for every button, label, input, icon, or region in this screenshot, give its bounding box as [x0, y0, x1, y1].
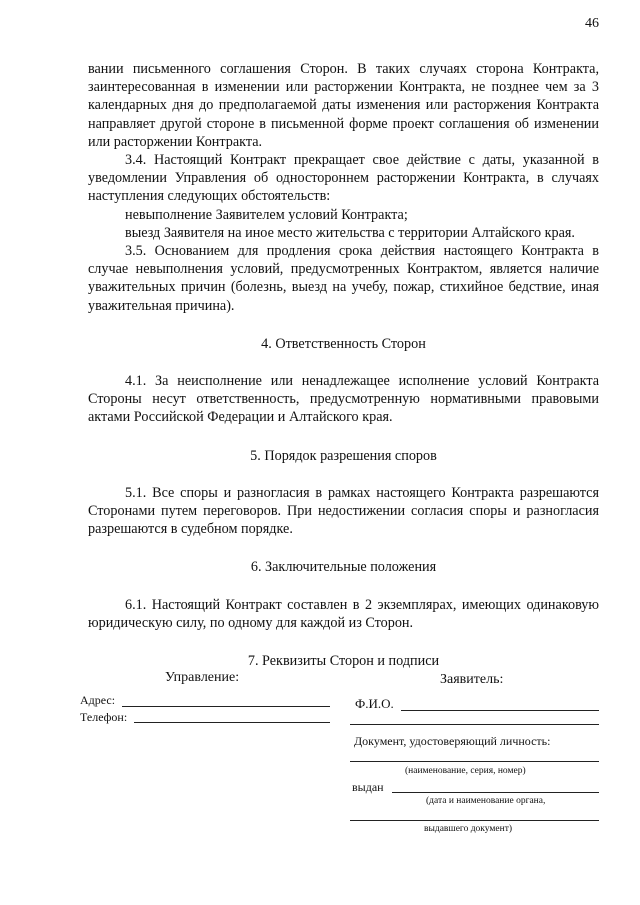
id-document-label: Документ, удостоверяющий личность:: [354, 734, 551, 748]
issued-line: [392, 792, 599, 793]
phone-label: Телефон:: [80, 710, 128, 724]
issued-label: выдан: [352, 780, 384, 794]
heading-section-7: 7. Реквизиты Сторон и подписи: [247, 653, 440, 670]
heading-section-5: 5. Порядок разрешения споров: [250, 447, 437, 464]
heading-section-4: 4. Ответственность Сторон: [261, 335, 426, 352]
management-title: Управление:: [165, 670, 240, 685]
applicant-title: Заявитель:: [440, 672, 504, 687]
paragraph-condition-1: невыполнение Заявителем условий Контракта;: [125, 206, 408, 223]
fio-label: Ф.И.О.: [355, 696, 394, 711]
issued-second-line: [350, 820, 599, 821]
fio-second-line: [350, 724, 599, 725]
heading-section-6: 6. Заключительные положения: [250, 559, 437, 576]
paragraph-4-1: 4.1. За неисполнение или ненадлежащее исполнение условий Контракта Стороны несут ответственность, предусмотренную нормативными правовыми актами Российской Федерации и Алтайского края.: [88, 373, 599, 426]
paragraph-3-5: 3.5. Основанием для продления срока действия настоящего Контракта в случае невыполнения условий, предусмотренных Контрактом, является наличие уважительных причин (болезнь, выезд на учебу, пожар, стихийное бедствие, иная уважительная причина).: [88, 243, 599, 314]
issued-hint-2: выдавшего документ): [424, 824, 513, 834]
id-document-line: [350, 761, 599, 762]
fio-field-line: [401, 710, 599, 711]
paragraph-6-1: 6.1. Настоящий Контракт составлен в 2 экземплярах, имеющих одинаковую юридическую силу, по одному для каждой из Сторон.: [88, 596, 599, 631]
paragraph-condition-2: выезд Заявителя на иное место жительства с территории Алтайского края.: [125, 224, 575, 241]
page-number: 46: [585, 16, 599, 31]
paragraph-termination-procedure: вании письменного соглашения Сторон. В таких случаях сторона Контракта, заинтересованная в изменении или расторжении Контракта, не позднее чем за 3 календарных дня до предполагаемой даты изменения или расторжения Контракта направляет другой стороне в письменной форме проект соглашения об изменении или расторжении Контракта.: [88, 61, 599, 150]
paragraph-5-1: 5.1. Все споры и разногласия в рамках настоящего Контракта разрешаются Сторонами путем переговоров. При недостижении согласия споры и разногласия разрешаются в судебном порядке.: [88, 484, 599, 538]
issued-hint-1: (дата и наименование органа,: [426, 796, 546, 806]
id-document-hint: (наименование, серия, номер): [405, 766, 526, 776]
paragraph-3-4: 3.4. Настоящий Контракт прекращает свое действие с даты, указанной в уведомлении Управления об одностороннем расторжении Контракта, в случаях наступления следующих обстоятельств:: [88, 152, 599, 205]
address-field-line: [122, 706, 330, 707]
phone-field-line: [134, 722, 330, 723]
address-label: Адрес:: [80, 693, 116, 707]
